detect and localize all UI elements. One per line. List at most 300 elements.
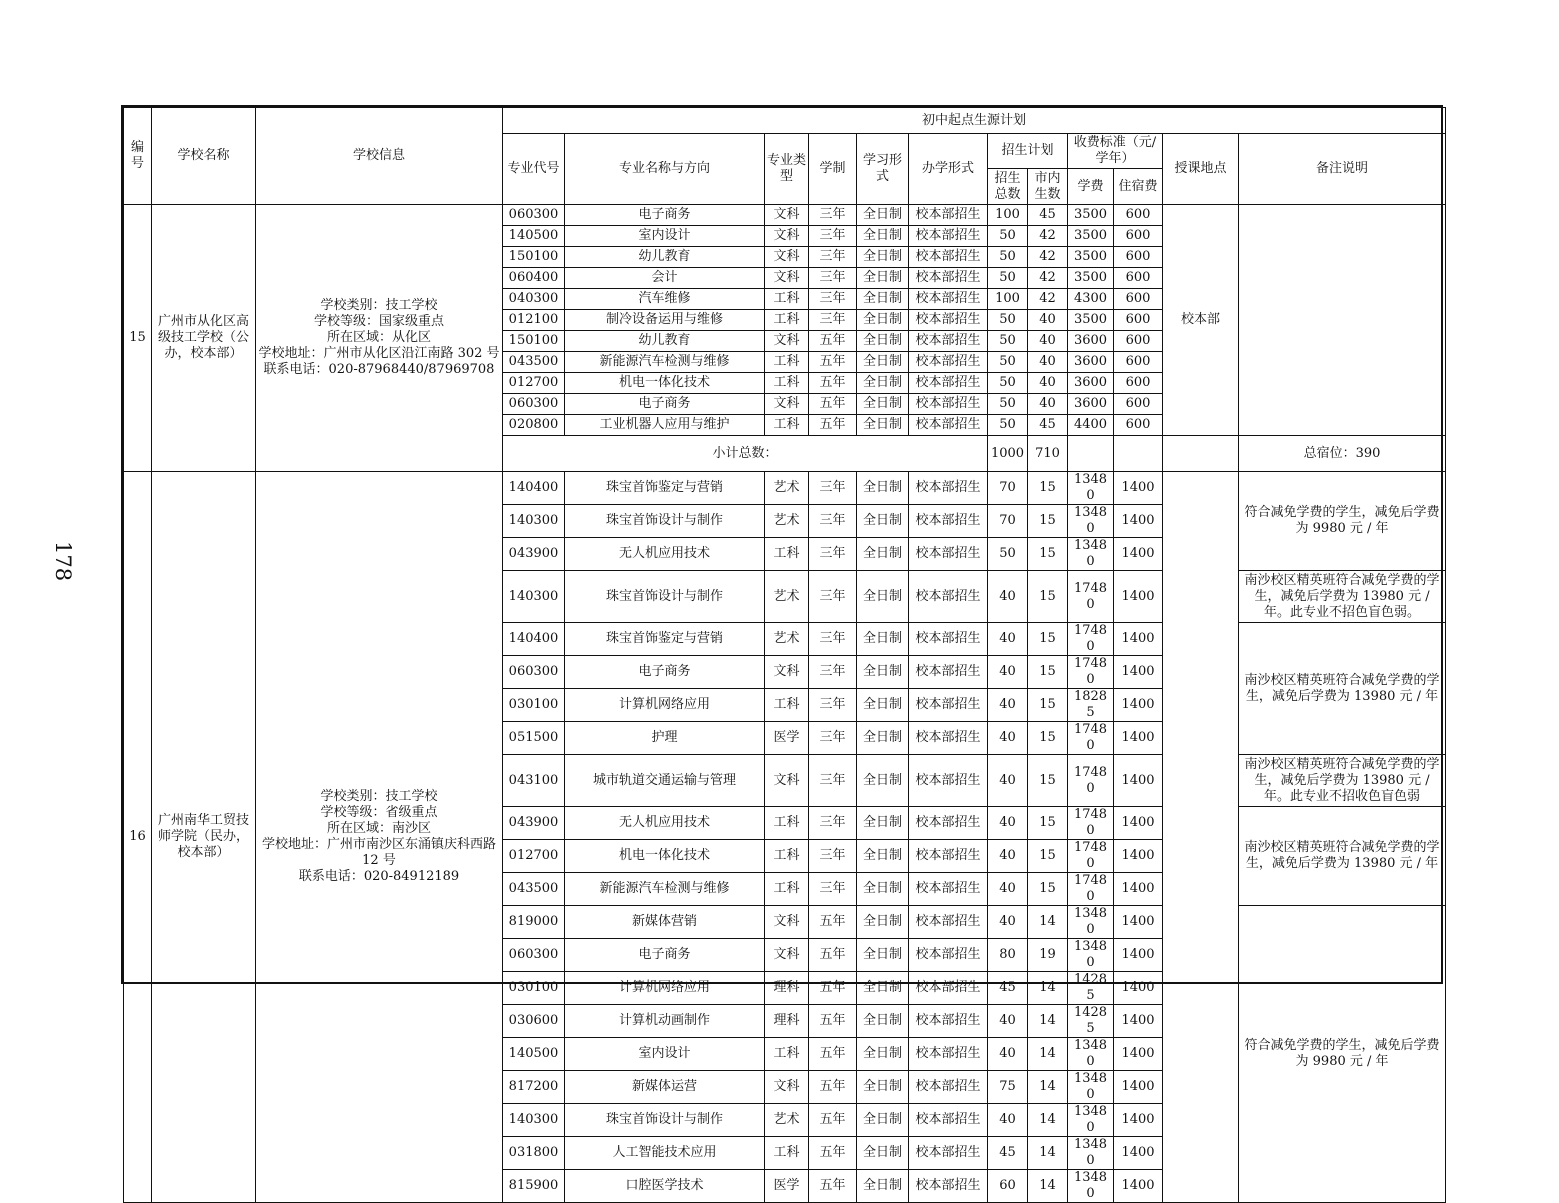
cell-major: 电子商务	[565, 394, 765, 415]
cell-tuition: 3600	[1068, 352, 1114, 373]
header-school-name: 学校名称	[152, 108, 256, 205]
cell-form: 校本部招生	[909, 906, 988, 939]
cell-tuition: 13480	[1068, 1038, 1114, 1071]
subtotal-tuition	[1068, 436, 1114, 472]
header-years: 学制	[809, 134, 857, 205]
cell-code: 012700	[503, 373, 565, 394]
cell-years: 五年	[809, 373, 857, 394]
cell-code: 051500	[503, 722, 565, 755]
cell-type: 工科	[765, 538, 809, 571]
cell-code: 060300	[503, 939, 565, 972]
cell-type: 艺术	[765, 623, 809, 656]
cell-dorm: 1400	[1114, 807, 1163, 840]
cell-type: 工科	[765, 310, 809, 331]
cell-major: 珠宝首饰鉴定与营销	[565, 472, 765, 505]
cell-dorm: 1400	[1114, 972, 1163, 1005]
cell-tuition: 4400	[1068, 415, 1114, 436]
cell-mode: 全日制	[857, 1137, 909, 1170]
cell-city: 40	[1028, 310, 1068, 331]
cell-years: 三年	[809, 689, 857, 722]
cell-type: 工科	[765, 1038, 809, 1071]
cell-total: 40	[988, 656, 1028, 689]
cell-dorm: 1400	[1114, 755, 1163, 807]
cell-tuition: 13480	[1068, 1071, 1114, 1104]
remark-cell: 符合减免学费的学生，减免后学费为 9980 元 / 年	[1239, 906, 1446, 1203]
cell-dorm: 1400	[1114, 1005, 1163, 1038]
cell-major: 电子商务	[565, 205, 765, 226]
cell-tuition: 13480	[1068, 939, 1114, 972]
header-location: 授课地点	[1163, 134, 1239, 205]
cell-years: 三年	[809, 722, 857, 755]
cell-tuition: 13480	[1068, 1170, 1114, 1203]
cell-tuition: 13480	[1068, 906, 1114, 939]
cell-tuition: 17480	[1068, 840, 1114, 873]
header-major: 专业名称与方向	[565, 134, 765, 205]
cell-city: 14	[1028, 972, 1068, 1005]
cell-major: 计算机网络应用	[565, 972, 765, 1005]
cell-city: 42	[1028, 247, 1068, 268]
cell-years: 三年	[809, 472, 857, 505]
cell-years: 五年	[809, 331, 857, 352]
cell-code: 140300	[503, 505, 565, 538]
subtotal-city: 710	[1028, 436, 1068, 472]
header-form: 办学形式	[909, 134, 988, 205]
cell-code: 043100	[503, 755, 565, 807]
cell-code: 012700	[503, 840, 565, 873]
cell-dorm: 1400	[1114, 840, 1163, 873]
cell-dorm: 1400	[1114, 906, 1163, 939]
cell-city: 42	[1028, 268, 1068, 289]
cell-major: 制冷设备运用与维修	[565, 310, 765, 331]
cell-major: 珠宝首饰设计与制作	[565, 1104, 765, 1137]
cell-mode: 全日制	[857, 906, 909, 939]
cell-major: 室内设计	[565, 1038, 765, 1071]
cell-tuition: 14285	[1068, 972, 1114, 1005]
cell-tuition: 4300	[1068, 289, 1114, 310]
cell-dorm: 600	[1114, 373, 1163, 394]
cell-total: 40	[988, 906, 1028, 939]
cell-years: 三年	[809, 505, 857, 538]
cell-total: 70	[988, 505, 1028, 538]
cell-major: 机电一体化技术	[565, 373, 765, 394]
cell-type: 文科	[765, 656, 809, 689]
cell-total: 40	[988, 807, 1028, 840]
subtotal-label: 小计总数：	[503, 436, 988, 472]
remark-cell: 南沙校区精英班符合减免学费的学生，减免后学费为 13980 元 / 年。此专业不招收色盲色弱	[1239, 755, 1446, 807]
cell-tuition: 17480	[1068, 571, 1114, 623]
cell-form: 校本部招生	[909, 472, 988, 505]
cell-years: 三年	[809, 226, 857, 247]
cell-city: 15	[1028, 873, 1068, 906]
cell-tuition: 13480	[1068, 538, 1114, 571]
cell-tuition: 18285	[1068, 689, 1114, 722]
cell-tuition: 13480	[1068, 1137, 1114, 1170]
cell-form: 校本部招生	[909, 840, 988, 873]
cell-mode: 全日制	[857, 623, 909, 656]
cell-years: 三年	[809, 873, 857, 906]
cell-city: 40	[1028, 331, 1068, 352]
cell-form: 校本部招生	[909, 310, 988, 331]
cell-form: 校本部招生	[909, 1170, 988, 1203]
cell-major: 无人机应用技术	[565, 538, 765, 571]
cell-total: 50	[988, 310, 1028, 331]
cell-type: 工科	[765, 807, 809, 840]
cell-mode: 全日制	[857, 689, 909, 722]
cell-form: 校本部招生	[909, 415, 988, 436]
cell-years: 三年	[809, 538, 857, 571]
cell-type: 文科	[765, 268, 809, 289]
cell-major: 汽车维修	[565, 289, 765, 310]
cell-mode: 全日制	[857, 1038, 909, 1071]
school-location: 校本部	[1163, 205, 1239, 436]
cell-city: 40	[1028, 352, 1068, 373]
cell-years: 五年	[809, 1071, 857, 1104]
cell-major: 新能源汽车检测与维修	[565, 352, 765, 373]
cell-years: 三年	[809, 310, 857, 331]
cell-total: 50	[988, 331, 1028, 352]
cell-code: 043900	[503, 807, 565, 840]
cell-code: 140300	[503, 571, 565, 623]
cell-code: 060300	[503, 656, 565, 689]
cell-code: 030100	[503, 689, 565, 722]
cell-mode: 全日制	[857, 755, 909, 807]
cell-major: 护理	[565, 722, 765, 755]
cell-code: 140400	[503, 623, 565, 656]
cell-code: 140300	[503, 1104, 565, 1137]
cell-city: 14	[1028, 1104, 1068, 1137]
cell-dorm: 600	[1114, 331, 1163, 352]
header-dorm: 住宿费	[1114, 169, 1163, 205]
cell-form: 校本部招生	[909, 268, 988, 289]
remark-cell: 南沙校区精英班符合减免学费的学生，减免后学费为 13980 元 / 年	[1239, 623, 1446, 755]
cell-type: 艺术	[765, 472, 809, 505]
cell-form: 校本部招生	[909, 1071, 988, 1104]
header-type: 专业类型	[765, 134, 809, 205]
cell-code: 817200	[503, 1071, 565, 1104]
cell-total: 50	[988, 394, 1028, 415]
cell-years: 五年	[809, 906, 857, 939]
cell-tuition: 13480	[1068, 472, 1114, 505]
cell-major: 珠宝首饰鉴定与营销	[565, 623, 765, 656]
cell-dorm: 1400	[1114, 571, 1163, 623]
cell-dorm: 1400	[1114, 1038, 1163, 1071]
cell-type: 工科	[765, 873, 809, 906]
cell-tuition: 17480	[1068, 722, 1114, 755]
cell-mode: 全日制	[857, 840, 909, 873]
cell-city: 42	[1028, 226, 1068, 247]
cell-mode: 全日制	[857, 373, 909, 394]
cell-major: 会计	[565, 268, 765, 289]
cell-form: 校本部招生	[909, 205, 988, 226]
school-location	[1163, 472, 1239, 1203]
cell-dorm: 1400	[1114, 722, 1163, 755]
cell-form: 校本部招生	[909, 939, 988, 972]
cell-form: 校本部招生	[909, 755, 988, 807]
cell-code: 060400	[503, 268, 565, 289]
cell-form: 校本部招生	[909, 1005, 988, 1038]
cell-code: 040300	[503, 289, 565, 310]
cell-total: 40	[988, 722, 1028, 755]
enrollment-table	[121, 105, 1443, 1201]
cell-mode: 全日制	[857, 394, 909, 415]
cell-total: 50	[988, 247, 1028, 268]
cell-major: 室内设计	[565, 226, 765, 247]
cell-major: 口腔医学技术	[565, 1170, 765, 1203]
cell-dorm: 1400	[1114, 656, 1163, 689]
cell-tuition: 13480	[1068, 505, 1114, 538]
cell-major: 城市轨道交通运输与管理	[565, 755, 765, 807]
cell-total: 80	[988, 939, 1028, 972]
cell-form: 校本部招生	[909, 571, 988, 623]
cell-mode: 全日制	[857, 226, 909, 247]
cell-dorm: 600	[1114, 352, 1163, 373]
cell-tuition: 3500	[1068, 310, 1114, 331]
cell-type: 艺术	[765, 571, 809, 623]
cell-code: 030600	[503, 1005, 565, 1038]
table-row	[124, 472, 1446, 505]
cell-mode: 全日制	[857, 415, 909, 436]
cell-type: 文科	[765, 226, 809, 247]
header-mode: 学习形式	[857, 134, 909, 205]
cell-mode: 全日制	[857, 807, 909, 840]
cell-mode: 全日制	[857, 656, 909, 689]
school-no: 15	[124, 205, 152, 472]
cell-form: 校本部招生	[909, 689, 988, 722]
cell-form: 校本部招生	[909, 873, 988, 906]
cell-type: 文科	[765, 205, 809, 226]
cell-tuition: 17480	[1068, 656, 1114, 689]
subtotal-location	[1163, 436, 1239, 472]
cell-total: 40	[988, 689, 1028, 722]
header-plan-title: 初中起点生源计划	[503, 108, 1446, 134]
cell-major: 人工智能技术应用	[565, 1137, 765, 1170]
cell-form: 校本部招生	[909, 289, 988, 310]
cell-code: 140500	[503, 1038, 565, 1071]
cell-years: 五年	[809, 1170, 857, 1203]
cell-dorm: 600	[1114, 205, 1163, 226]
header-city: 市内生数	[1028, 169, 1068, 205]
cell-city: 15	[1028, 571, 1068, 623]
cell-tuition: 14285	[1068, 1005, 1114, 1038]
cell-total: 40	[988, 755, 1028, 807]
cell-city: 14	[1028, 1071, 1068, 1104]
cell-city: 14	[1028, 906, 1068, 939]
cell-years: 三年	[809, 807, 857, 840]
cell-mode: 全日制	[857, 289, 909, 310]
cell-dorm: 1400	[1114, 1104, 1163, 1137]
cell-type: 工科	[765, 289, 809, 310]
cell-major: 计算机网络应用	[565, 689, 765, 722]
cell-dorm: 1400	[1114, 1170, 1163, 1203]
subtotal-remark: 总宿位：390	[1239, 436, 1446, 472]
cell-type: 艺术	[765, 505, 809, 538]
remark-cell: 南沙校区精英班符合减免学费的学生，减免后学费为 13980 元 / 年。此专业不招色盲色弱。	[1239, 571, 1446, 623]
header-tuition: 学费	[1068, 169, 1114, 205]
cell-code: 150100	[503, 331, 565, 352]
cell-major: 电子商务	[565, 656, 765, 689]
cell-major: 珠宝首饰设计与制作	[565, 571, 765, 623]
cell-mode: 全日制	[857, 873, 909, 906]
cell-city: 14	[1028, 1005, 1068, 1038]
header-total: 招生总数	[988, 169, 1028, 205]
cell-years: 五年	[809, 1137, 857, 1170]
cell-tuition: 17480	[1068, 623, 1114, 656]
cell-dorm: 1400	[1114, 623, 1163, 656]
cell-mode: 全日制	[857, 472, 909, 505]
cell-mode: 全日制	[857, 310, 909, 331]
cell-tuition: 17480	[1068, 807, 1114, 840]
cell-code: 060300	[503, 394, 565, 415]
cell-mode: 全日制	[857, 972, 909, 1005]
cell-tuition: 3600	[1068, 331, 1114, 352]
cell-dorm: 600	[1114, 289, 1163, 310]
cell-city: 15	[1028, 722, 1068, 755]
cell-tuition: 3600	[1068, 373, 1114, 394]
cell-mode: 全日制	[857, 352, 909, 373]
cell-total: 40	[988, 571, 1028, 623]
cell-tuition: 3500	[1068, 226, 1114, 247]
cell-code: 815900	[503, 1170, 565, 1203]
cell-code: 043500	[503, 873, 565, 906]
cell-city: 15	[1028, 623, 1068, 656]
cell-years: 三年	[809, 289, 857, 310]
cell-code: 043500	[503, 352, 565, 373]
subtotal-dorm	[1114, 436, 1163, 472]
cell-code: 819000	[503, 906, 565, 939]
remark-cell: 符合减免学费的学生，减免后学费为 9980 元 / 年	[1239, 472, 1446, 571]
header-no: 编号	[124, 108, 152, 205]
school-no: 16	[124, 472, 152, 1203]
cell-dorm: 1400	[1114, 1137, 1163, 1170]
cell-city: 15	[1028, 807, 1068, 840]
cell-mode: 全日制	[857, 1005, 909, 1038]
cell-form: 校本部招生	[909, 656, 988, 689]
cell-total: 50	[988, 226, 1028, 247]
cell-city: 14	[1028, 1038, 1068, 1071]
cell-type: 工科	[765, 352, 809, 373]
cell-years: 三年	[809, 755, 857, 807]
cell-major: 机电一体化技术	[565, 840, 765, 873]
cell-city: 14	[1028, 1137, 1068, 1170]
cell-type: 工科	[765, 415, 809, 436]
cell-total: 40	[988, 1038, 1028, 1071]
cell-code: 140400	[503, 472, 565, 505]
header-school-info: 学校信息	[256, 108, 503, 205]
cell-years: 三年	[809, 247, 857, 268]
cell-type: 理科	[765, 1005, 809, 1038]
cell-code: 020800	[503, 415, 565, 436]
cell-dorm: 1400	[1114, 472, 1163, 505]
cell-type: 文科	[765, 906, 809, 939]
cell-form: 校本部招生	[909, 1038, 988, 1071]
cell-mode: 全日制	[857, 939, 909, 972]
cell-form: 校本部招生	[909, 972, 988, 1005]
cell-form: 校本部招生	[909, 722, 988, 755]
cell-type: 医学	[765, 1170, 809, 1203]
cell-form: 校本部招生	[909, 352, 988, 373]
cell-total: 40	[988, 873, 1028, 906]
cell-years: 五年	[809, 1038, 857, 1071]
cell-tuition: 17480	[1068, 755, 1114, 807]
cell-mode: 全日制	[857, 571, 909, 623]
cell-dorm: 600	[1114, 394, 1163, 415]
cell-city: 42	[1028, 289, 1068, 310]
cell-dorm: 1400	[1114, 689, 1163, 722]
cell-years: 三年	[809, 840, 857, 873]
cell-city: 40	[1028, 394, 1068, 415]
cell-tuition: 3500	[1068, 205, 1114, 226]
header-plan: 招生计划	[988, 134, 1068, 169]
cell-years: 三年	[809, 656, 857, 689]
cell-type: 文科	[765, 331, 809, 352]
header-fee: 收费标准（元/学年）	[1068, 134, 1163, 169]
cell-years: 五年	[809, 972, 857, 1005]
cell-tuition: 17480	[1068, 873, 1114, 906]
cell-years: 三年	[809, 268, 857, 289]
cell-city: 15	[1028, 840, 1068, 873]
cell-mode: 全日制	[857, 331, 909, 352]
cell-mode: 全日制	[857, 505, 909, 538]
cell-total: 45	[988, 1137, 1028, 1170]
cell-code: 043900	[503, 538, 565, 571]
cell-total: 50	[988, 268, 1028, 289]
school-name: 广州南华工贸技师学院（民办，校本部）	[152, 472, 256, 1203]
cell-code: 150100	[503, 247, 565, 268]
cell-total: 50	[988, 373, 1028, 394]
cell-total: 40	[988, 1005, 1028, 1038]
cell-city: 45	[1028, 205, 1068, 226]
cell-form: 校本部招生	[909, 1104, 988, 1137]
cell-years: 五年	[809, 415, 857, 436]
cell-city: 45	[1028, 415, 1068, 436]
cell-city: 40	[1028, 373, 1068, 394]
cell-total: 75	[988, 1071, 1028, 1104]
cell-dorm: 600	[1114, 310, 1163, 331]
cell-type: 文科	[765, 755, 809, 807]
cell-form: 校本部招生	[909, 505, 988, 538]
cell-tuition: 3600	[1068, 394, 1114, 415]
cell-dorm: 1400	[1114, 538, 1163, 571]
cell-major: 计算机动画制作	[565, 1005, 765, 1038]
cell-mode: 全日制	[857, 1170, 909, 1203]
cell-total: 100	[988, 289, 1028, 310]
cell-code: 060300	[503, 205, 565, 226]
cell-code: 012100	[503, 310, 565, 331]
cell-city: 15	[1028, 755, 1068, 807]
cell-tuition: 3500	[1068, 268, 1114, 289]
cell-type: 艺术	[765, 1104, 809, 1137]
cell-mode: 全日制	[857, 205, 909, 226]
remark-cell: 南沙校区精英班符合减免学费的学生，减免后学费为 13980 元 / 年	[1239, 807, 1446, 906]
cell-years: 五年	[809, 1104, 857, 1137]
cell-dorm: 600	[1114, 226, 1163, 247]
header-code: 专业代号	[503, 134, 565, 205]
cell-city: 19	[1028, 939, 1068, 972]
cell-dorm: 600	[1114, 268, 1163, 289]
cell-dorm: 1400	[1114, 939, 1163, 972]
cell-mode: 全日制	[857, 1071, 909, 1104]
cell-major: 新能源汽车检测与维修	[565, 873, 765, 906]
cell-major: 新媒体营销	[565, 906, 765, 939]
cell-total: 100	[988, 205, 1028, 226]
cell-city: 15	[1028, 689, 1068, 722]
cell-total: 50	[988, 415, 1028, 436]
cell-code: 031800	[503, 1137, 565, 1170]
cell-major: 幼儿教育	[565, 331, 765, 352]
page-number: 178	[51, 541, 75, 582]
cell-form: 校本部招生	[909, 807, 988, 840]
cell-type: 工科	[765, 1137, 809, 1170]
